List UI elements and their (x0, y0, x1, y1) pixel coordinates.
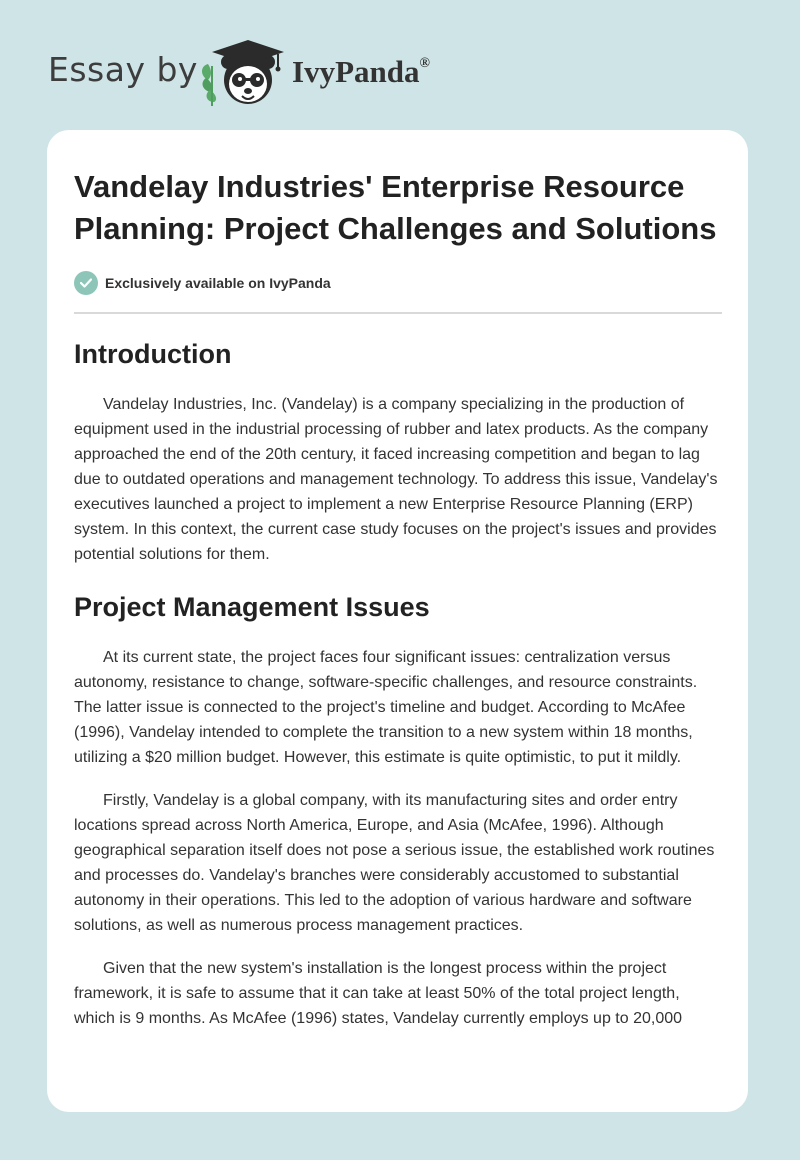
essay-card (47, 130, 748, 1112)
exclusive-badge-label: Exclusively available on IvyPanda (105, 275, 331, 291)
intro-paragraph: Vandelay Industries, Inc. (Vandelay) is a company specializing in the production of equipment used in the industrial processing of rubber and latex products. As the company approached the end of the 20th century, it faced increasing competition and began to lag due to outdated operations and management technology. To address this issue, Vandelay's executives launched a project to implement a new Enterprise Resource Planning (ERP) system. In this context, the current case study focuses on the project's issues and provides potential solutions for them. (74, 396, 718, 563)
essay-title: Vandelay Industries' Enterprise Resource Planning: Project Challenges and Solutions (74, 169, 717, 246)
panda-graduate-icon[interactable] (198, 36, 290, 108)
essay-by-label: Essay by (48, 50, 198, 89)
issues-paragraph-3: Given that the new system's installation is the longest process within the project framework, it is safe to assume that it can take at least 50% of the total project length, which is 9 months. As McAfee (1996) states, Vandelay currently employs up to 20,000 (74, 960, 683, 1027)
trademark-symbol: ® (419, 55, 430, 71)
section-heading-introduction: Introduction (74, 339, 232, 369)
issues-paragraph-1: At its current state, the project faces four significant issues: centralization versus autonomy, resistance to change, software-specific challenges, and resource constraints. The latter issue is connected to the project's timeline and budget. According to McAfee (1996), Vandelay intended to complete the transition to a new system within 18 months, utilizing a $20 million budget. However, this estimate is quite optimistic, to put it mildly. (74, 649, 698, 766)
issues-paragraph-2: Firstly, Vandelay is a global company, with its manufacturing sites and order entry locations spread across North America, Europe, and Asia (McAfee, 1996). Although geographical separation itself does not pose a serious issue, the established work routines and processes do. Vandelay's branches were considerably accustomed to substantial autonomy in their operations. This led to the adoption of various hardware and software solutions, as well as numerous process management practices. (74, 792, 715, 934)
section-heading-project-management-issues: Project Management Issues (74, 592, 430, 622)
exclusive-badge (74, 270, 722, 296)
check-circle-icon (74, 271, 98, 295)
site-header (0, 0, 800, 130)
divider (74, 312, 722, 314)
brand-name[interactable]: IvyPanda® (292, 54, 430, 89)
